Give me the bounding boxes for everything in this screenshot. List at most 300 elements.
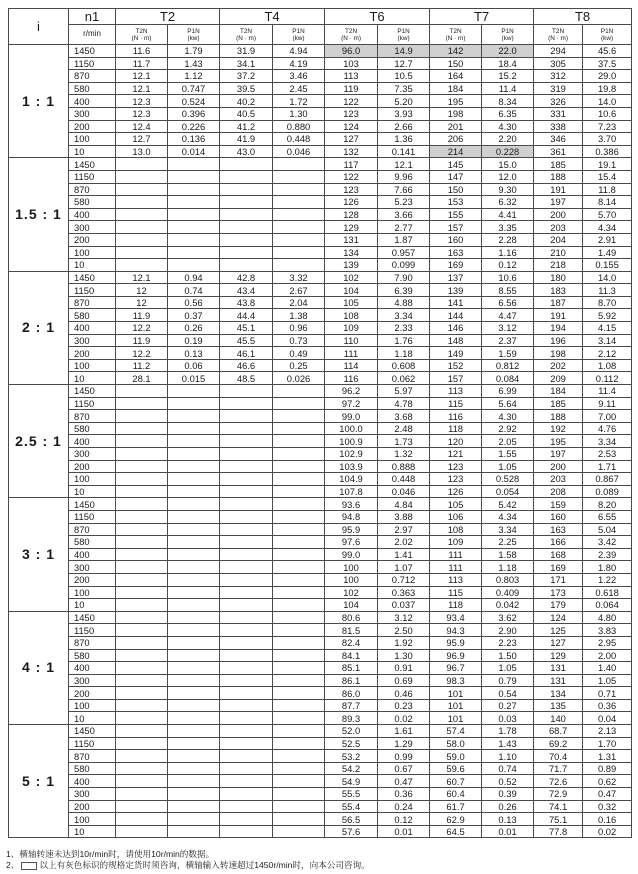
value-cell <box>273 397 325 410</box>
value-cell: 0.12 <box>378 813 430 826</box>
value-cell: 0.49 <box>273 347 325 360</box>
table-row <box>9 762 632 775</box>
speed-cell: 1450 <box>69 385 116 398</box>
ratio-label: 2 : 1 <box>9 271 69 384</box>
header-group-t2: T2 <box>116 9 220 25</box>
value-cell: 12.1 <box>378 158 430 171</box>
value-cell: 0.409 <box>482 586 534 599</box>
value-cell <box>168 536 220 549</box>
subheader-p1n <box>482 25 534 45</box>
gray-marker-swatch <box>21 862 37 870</box>
value-cell: 4.19 <box>273 57 325 70</box>
value-cell: 74.1 <box>534 800 583 813</box>
value-cell: 113 <box>430 385 482 398</box>
value-cell <box>220 233 273 246</box>
value-cell: 135 <box>534 699 583 712</box>
value-cell: 0.026 <box>273 372 325 385</box>
value-cell: 160 <box>534 510 583 523</box>
table-row <box>9 460 632 473</box>
value-cell: 0.03 <box>482 712 534 725</box>
value-cell <box>220 473 273 486</box>
value-cell: 100 <box>325 561 378 574</box>
value-cell: 0.712 <box>378 573 430 586</box>
value-cell: 42.8 <box>220 271 273 284</box>
value-cell: 5.70 <box>583 208 632 221</box>
value-cell: 29.0 <box>583 70 632 83</box>
value-cell: 1.61 <box>378 725 430 738</box>
value-cell <box>168 196 220 209</box>
table-row <box>9 473 632 486</box>
value-cell: 185 <box>534 397 583 410</box>
value-cell <box>168 813 220 826</box>
ratio-label: 3 : 1 <box>9 498 69 611</box>
value-cell: 102.9 <box>325 448 378 461</box>
value-cell: 2.91 <box>583 233 632 246</box>
table-row <box>9 510 632 523</box>
value-cell: 0.25 <box>273 359 325 372</box>
table-row <box>9 45 632 58</box>
value-cell <box>273 699 325 712</box>
value-cell: 12.7 <box>378 57 430 70</box>
value-cell <box>168 221 220 234</box>
value-cell: 86.0 <box>325 687 378 700</box>
value-cell: 108 <box>325 309 378 322</box>
value-cell: 89.3 <box>325 712 378 725</box>
subheader-p1n-label: P1N <box>397 27 410 35</box>
value-cell: 104 <box>325 284 378 297</box>
value-cell <box>220 825 273 838</box>
value-cell: 0.228 <box>482 145 534 158</box>
value-cell: 28.1 <box>116 372 168 385</box>
value-cell: 6.55 <box>583 510 632 523</box>
value-cell: 214 <box>430 145 482 158</box>
value-cell: 37.2 <box>220 70 273 83</box>
subheader-p1n-unit: (kw) <box>601 34 614 42</box>
speed-cell: 200 <box>69 687 116 700</box>
value-cell: 41.2 <box>220 120 273 133</box>
value-cell: 0.046 <box>378 485 430 498</box>
value-cell: 3.34 <box>482 523 534 536</box>
value-cell: 7.35 <box>378 82 430 95</box>
header-group-t6: T6 <box>325 9 430 25</box>
ratio-label: 1 : 1 <box>9 45 69 158</box>
value-cell: 201 <box>430 120 482 133</box>
value-cell: 4.78 <box>378 397 430 410</box>
value-cell <box>220 196 273 209</box>
value-cell: 125 <box>534 624 583 637</box>
value-cell <box>116 448 168 461</box>
value-cell <box>116 573 168 586</box>
value-cell <box>273 523 325 536</box>
value-cell <box>168 699 220 712</box>
value-cell: 3.35 <box>482 221 534 234</box>
value-cell <box>273 460 325 473</box>
value-cell <box>273 636 325 649</box>
speed-cell: 200 <box>69 573 116 586</box>
value-cell: 0.448 <box>273 133 325 146</box>
value-cell: 15.2 <box>482 70 534 83</box>
value-cell: 2.77 <box>378 221 430 234</box>
value-cell: 294 <box>534 45 583 58</box>
value-cell: 209 <box>534 372 583 385</box>
value-cell: 0.79 <box>482 674 534 687</box>
value-cell: 0.96 <box>273 322 325 335</box>
speed-cell: 100 <box>69 133 116 146</box>
table-row <box>9 561 632 574</box>
value-cell <box>273 573 325 586</box>
value-cell: 0.36 <box>378 788 430 801</box>
subheader-t2n-label: T2N <box>239 27 253 35</box>
value-cell <box>273 183 325 196</box>
value-cell: 3.12 <box>482 322 534 335</box>
speed-cell: 1450 <box>69 158 116 171</box>
speed-cell: 300 <box>69 561 116 574</box>
value-cell <box>220 725 273 738</box>
value-cell <box>220 762 273 775</box>
value-cell: 331 <box>534 107 583 120</box>
value-cell: 195 <box>534 435 583 448</box>
value-cell: 2.37 <box>482 334 534 347</box>
value-cell: 12.2 <box>116 347 168 360</box>
value-cell: 12.4 <box>116 120 168 133</box>
value-cell <box>168 662 220 675</box>
value-cell <box>116 196 168 209</box>
value-cell: 104.9 <box>325 473 378 486</box>
value-cell: 7.00 <box>583 410 632 423</box>
speed-cell: 1450 <box>69 725 116 738</box>
value-cell: 0.26 <box>168 322 220 335</box>
value-cell: 5.20 <box>378 95 430 108</box>
value-cell: 206 <box>430 133 482 146</box>
speed-cell: 10 <box>69 485 116 498</box>
subheader-p1n <box>378 25 430 45</box>
value-cell <box>273 561 325 574</box>
value-cell: 12 <box>116 284 168 297</box>
value-cell: 100 <box>325 573 378 586</box>
value-cell: 187 <box>534 296 583 309</box>
value-cell: 0.084 <box>482 372 534 385</box>
value-cell: 194 <box>534 322 583 335</box>
value-cell <box>220 624 273 637</box>
value-cell <box>116 586 168 599</box>
value-cell: 1.08 <box>583 359 632 372</box>
value-cell: 146 <box>430 322 482 335</box>
value-cell: 150 <box>430 183 482 196</box>
speed-cell: 400 <box>69 775 116 788</box>
value-cell <box>168 624 220 637</box>
value-cell: 52.0 <box>325 725 378 738</box>
table-row <box>9 334 632 347</box>
value-cell: 203 <box>534 221 583 234</box>
speed-cell: 10 <box>69 599 116 612</box>
value-cell: 97.6 <box>325 536 378 549</box>
value-cell: 59.6 <box>430 762 482 775</box>
value-cell: 110 <box>325 334 378 347</box>
value-cell: 0.19 <box>168 334 220 347</box>
value-cell: 99.0 <box>325 548 378 561</box>
value-cell <box>220 813 273 826</box>
value-cell: 12.7 <box>116 133 168 146</box>
value-cell <box>220 561 273 574</box>
value-cell: 45.5 <box>220 334 273 347</box>
value-cell: 1.36 <box>378 133 430 146</box>
value-cell: 121 <box>430 448 482 461</box>
value-cell: 179 <box>534 599 583 612</box>
value-cell: 64.5 <box>430 825 482 838</box>
value-cell <box>220 712 273 725</box>
value-cell <box>273 599 325 612</box>
value-cell: 106 <box>430 510 482 523</box>
table-row <box>9 95 632 108</box>
value-cell: 5.97 <box>378 385 430 398</box>
value-cell: 0.608 <box>378 359 430 372</box>
speed-cell: 300 <box>69 448 116 461</box>
value-cell <box>116 460 168 473</box>
value-cell: 1.31 <box>583 750 632 763</box>
value-cell: 131 <box>534 674 583 687</box>
value-cell <box>168 422 220 435</box>
value-cell: 109 <box>325 322 378 335</box>
value-cell: 8.70 <box>583 296 632 309</box>
value-cell: 14.9 <box>378 45 430 58</box>
value-cell <box>116 208 168 221</box>
ratio-label: 1.5 : 1 <box>9 158 69 271</box>
value-cell <box>273 233 325 246</box>
table-row <box>9 674 632 687</box>
value-cell: 95.9 <box>430 636 482 649</box>
value-cell: 41.9 <box>220 133 273 146</box>
value-cell: 8.20 <box>583 498 632 511</box>
value-cell <box>273 687 325 700</box>
value-cell <box>168 183 220 196</box>
speed-cell: 200 <box>69 460 116 473</box>
value-cell: 2.53 <box>583 448 632 461</box>
value-cell: 141 <box>430 296 482 309</box>
value-cell: 152 <box>430 359 482 372</box>
table-row <box>9 70 632 83</box>
table-row <box>9 788 632 801</box>
speed-cell: 580 <box>69 649 116 662</box>
value-cell: 4.80 <box>583 611 632 624</box>
subheader-p1n-unit: (kw) <box>397 34 410 42</box>
value-cell <box>220 208 273 221</box>
value-cell: 3.66 <box>378 208 430 221</box>
value-cell: 0.02 <box>378 712 430 725</box>
value-cell: 97.2 <box>325 397 378 410</box>
value-cell: 94.8 <box>325 510 378 523</box>
value-cell <box>168 473 220 486</box>
value-cell: 101 <box>430 699 482 712</box>
value-cell <box>168 800 220 813</box>
speed-cell: 400 <box>69 95 116 108</box>
value-cell <box>220 510 273 523</box>
value-cell: 98.3 <box>430 674 482 687</box>
value-cell <box>220 699 273 712</box>
table-row <box>9 271 632 284</box>
value-cell <box>273 762 325 775</box>
value-cell: 166 <box>534 536 583 549</box>
value-cell: 1.32 <box>378 448 430 461</box>
value-cell: 55.5 <box>325 788 378 801</box>
value-cell <box>168 775 220 788</box>
value-cell: 68.7 <box>534 725 583 738</box>
table-row <box>9 636 632 649</box>
value-cell <box>220 523 273 536</box>
value-cell: 1.87 <box>378 233 430 246</box>
value-cell: 15.4 <box>583 170 632 183</box>
table-row <box>9 586 632 599</box>
value-cell: 0.957 <box>378 246 430 259</box>
table-row <box>9 536 632 549</box>
value-cell: 0.803 <box>482 573 534 586</box>
value-cell: 0.155 <box>583 259 632 272</box>
value-cell: 4.30 <box>482 410 534 423</box>
value-cell <box>220 158 273 171</box>
value-cell: 13.0 <box>116 145 168 158</box>
value-cell: 115 <box>430 397 482 410</box>
value-cell <box>168 599 220 612</box>
value-cell: 1.05 <box>583 674 632 687</box>
value-cell: 113 <box>430 573 482 586</box>
value-cell <box>273 170 325 183</box>
value-cell: 157 <box>430 372 482 385</box>
value-cell <box>273 586 325 599</box>
value-cell <box>273 536 325 549</box>
value-cell: 109 <box>430 536 482 549</box>
speed-cell: 400 <box>69 322 116 335</box>
speed-cell: 1150 <box>69 737 116 750</box>
value-cell: 155 <box>430 208 482 221</box>
value-cell: 69.2 <box>534 737 583 750</box>
value-cell: 31.9 <box>220 45 273 58</box>
value-cell <box>116 410 168 423</box>
value-cell: 52.5 <box>325 737 378 750</box>
value-cell: 57.4 <box>430 725 482 738</box>
speed-cell: 300 <box>69 221 116 234</box>
value-cell: 0.74 <box>482 762 534 775</box>
value-cell: 3.62 <box>482 611 534 624</box>
table-row <box>9 183 632 196</box>
value-cell: 210 <box>534 246 583 259</box>
ratio-label: 5 : 1 <box>9 725 69 838</box>
value-cell: 5.64 <box>482 397 534 410</box>
table-row <box>9 750 632 763</box>
value-cell: 0.74 <box>168 284 220 297</box>
table-row <box>9 372 632 385</box>
value-cell: 159 <box>534 498 583 511</box>
value-cell <box>116 536 168 549</box>
value-cell: 15.0 <box>482 158 534 171</box>
value-cell <box>116 599 168 612</box>
value-cell <box>168 712 220 725</box>
table-row <box>9 737 632 750</box>
value-cell: 196 <box>534 334 583 347</box>
speed-cell: 300 <box>69 674 116 687</box>
value-cell: 0.36 <box>583 699 632 712</box>
value-cell <box>220 259 273 272</box>
value-cell: 180 <box>534 271 583 284</box>
value-cell: 60.7 <box>430 775 482 788</box>
value-cell: 0.62 <box>583 775 632 788</box>
value-cell <box>168 586 220 599</box>
value-cell <box>273 624 325 637</box>
value-cell: 81.5 <box>325 624 378 637</box>
value-cell <box>220 170 273 183</box>
value-cell: 1.43 <box>168 57 220 70</box>
value-cell: 144 <box>430 309 482 322</box>
value-cell <box>116 158 168 171</box>
value-cell: 0.037 <box>378 599 430 612</box>
value-cell: 0.880 <box>273 120 325 133</box>
value-cell: 7.90 <box>378 271 430 284</box>
value-cell: 45.1 <box>220 322 273 335</box>
value-cell <box>168 649 220 662</box>
table-row <box>9 800 632 813</box>
value-cell: 99.0 <box>325 410 378 423</box>
value-cell <box>220 460 273 473</box>
table-row <box>9 359 632 372</box>
value-cell: 6.39 <box>378 284 430 297</box>
value-cell: 37.5 <box>583 57 632 70</box>
value-cell <box>168 448 220 461</box>
value-cell: 12 <box>116 296 168 309</box>
value-cell <box>273 712 325 725</box>
value-cell <box>273 788 325 801</box>
subheader-t2n-label: T2N <box>552 27 565 35</box>
value-cell: 0.386 <box>583 145 632 158</box>
table-row <box>9 259 632 272</box>
value-cell: 12.0 <box>482 170 534 183</box>
value-cell: 117 <box>325 158 378 171</box>
value-cell <box>273 750 325 763</box>
speed-cell: 400 <box>69 208 116 221</box>
table-row <box>9 775 632 788</box>
value-cell: 72.9 <box>534 788 583 801</box>
value-cell: 77.8 <box>534 825 583 838</box>
value-cell <box>273 259 325 272</box>
table-row <box>9 712 632 725</box>
speed-cell: 300 <box>69 788 116 801</box>
table-row <box>9 385 632 398</box>
value-cell: 19.8 <box>583 82 632 95</box>
table-row <box>9 107 632 120</box>
value-cell: 0.812 <box>482 359 534 372</box>
table-row <box>9 133 632 146</box>
value-cell <box>273 410 325 423</box>
value-cell <box>116 510 168 523</box>
value-cell: 11.8 <box>583 183 632 196</box>
value-cell: 10.6 <box>482 271 534 284</box>
value-cell <box>116 775 168 788</box>
value-cell: 0.112 <box>583 372 632 385</box>
table-row <box>9 825 632 838</box>
subheader-p1n-unit: (kw) <box>501 34 514 42</box>
table-row <box>9 82 632 95</box>
value-cell: 82.4 <box>325 636 378 649</box>
value-cell <box>220 221 273 234</box>
value-cell <box>116 221 168 234</box>
footnotes <box>6 849 370 871</box>
value-cell <box>116 170 168 183</box>
value-cell: 4.94 <box>273 45 325 58</box>
value-cell: 1.30 <box>273 107 325 120</box>
value-cell: 3.42 <box>583 536 632 549</box>
value-cell: 96.9 <box>430 649 482 662</box>
value-cell: 145 <box>430 158 482 171</box>
subheader-p1n <box>273 25 325 45</box>
value-cell: 1.41 <box>378 548 430 561</box>
value-cell: 12.1 <box>116 82 168 95</box>
